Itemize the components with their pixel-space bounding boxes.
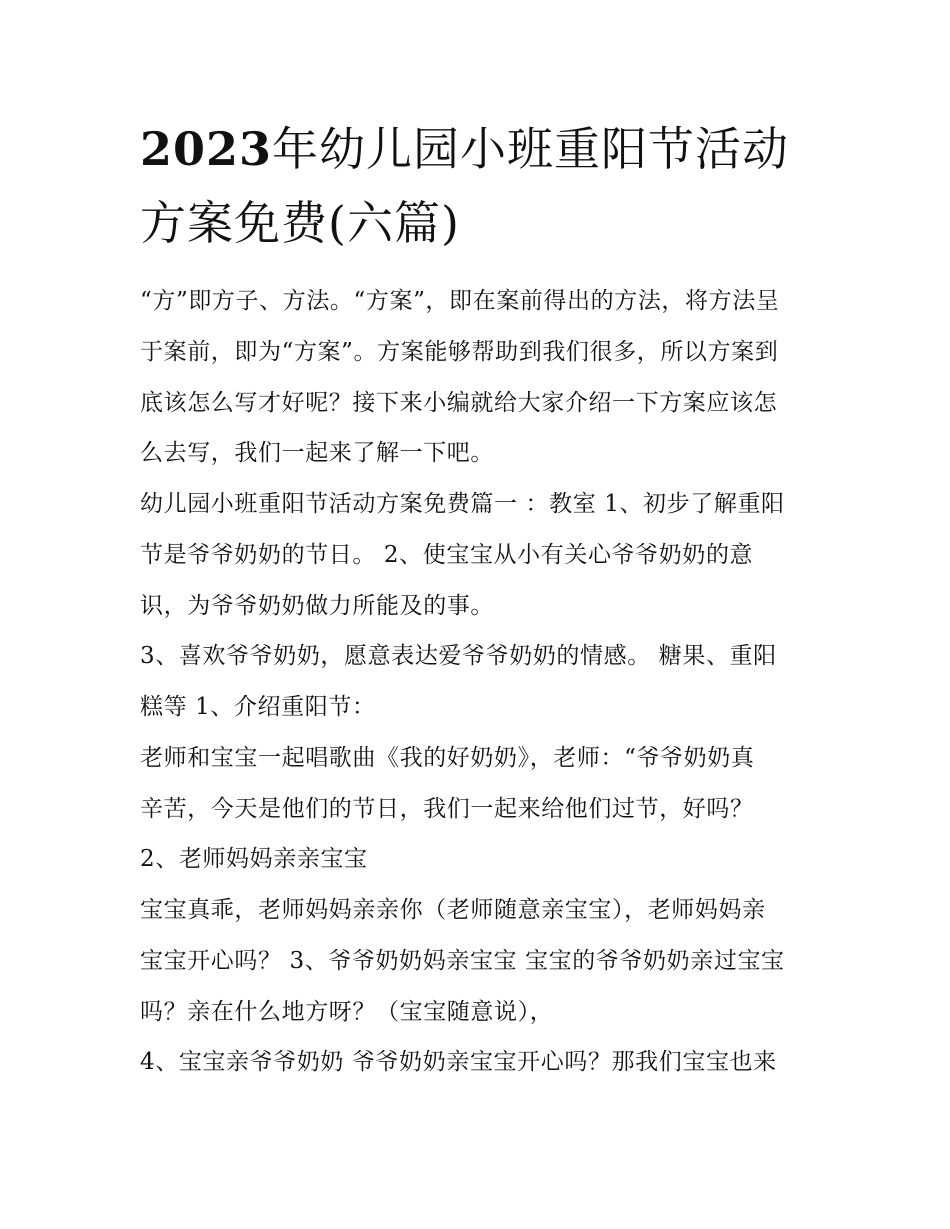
paragraph-line: “方”即方子、方法。“方案”，即在案前得出的方法，将方法呈 (140, 288, 780, 314)
paragraph-line: 老师和宝宝一起唱歌曲《我的好奶奶》，老师：“爷爷奶奶真 (140, 745, 755, 771)
paragraph-line: 识，为爷爷奶奶做力所能及的事。 (140, 593, 494, 619)
paragraph-line: 于案前，即为“方案”。方案能够帮助到我们很多，所以方案到 (140, 339, 779, 365)
paragraph-line: 幼儿园小班重阳节活动方案免费篇一 ：教室 1、初步了解重阳 (140, 491, 785, 517)
paragraph-line: 糕等 1、介绍重阳节： (140, 694, 376, 720)
paragraph-line: 2、老师妈妈亲亲宝宝 (140, 846, 368, 872)
paragraph-line: 宝宝真乖，老师妈妈亲亲你（老师随意亲宝宝），老师妈妈亲 (140, 897, 766, 923)
paragraph-line: 宝宝开心吗？ 3、爷爷奶奶妈亲宝宝 宝宝的爷爷奶奶亲过宝宝 (140, 948, 785, 974)
paragraph-line: 吗？亲在什么地方呀？（宝宝随意说）， (140, 999, 554, 1025)
paragraph-line: 3、喜欢爷爷奶奶，愿意表达爱爷爷奶奶的情感。 糖果、重阳 (140, 643, 777, 669)
paragraph-line: 底该怎么写才好呢？接下来小编就给大家介绍一下方案应该怎 (140, 390, 778, 416)
title-line2-text: 方案免费(六篇) (140, 196, 460, 250)
paragraph-line: 4、宝宝亲爷爷奶奶 爷爷奶奶亲宝宝开心吗？那我们宝宝也来 (140, 1049, 777, 1075)
title-year: 2023 (140, 122, 273, 176)
title-line1-text: 年幼儿园小班重阳节活动 (272, 122, 790, 176)
paragraph-line: 么去写，我们一起来了解一下吧。 (140, 440, 494, 466)
paragraph-line: 辛苦，今天是他们的节日，我们一起来给他们过节，好吗？ (140, 796, 754, 822)
document-title (140, 112, 830, 260)
paragraph-line: 节是爷爷奶奶的节日。 2、使宝宝从小有关心爷爷奶奶的意 (140, 542, 754, 568)
